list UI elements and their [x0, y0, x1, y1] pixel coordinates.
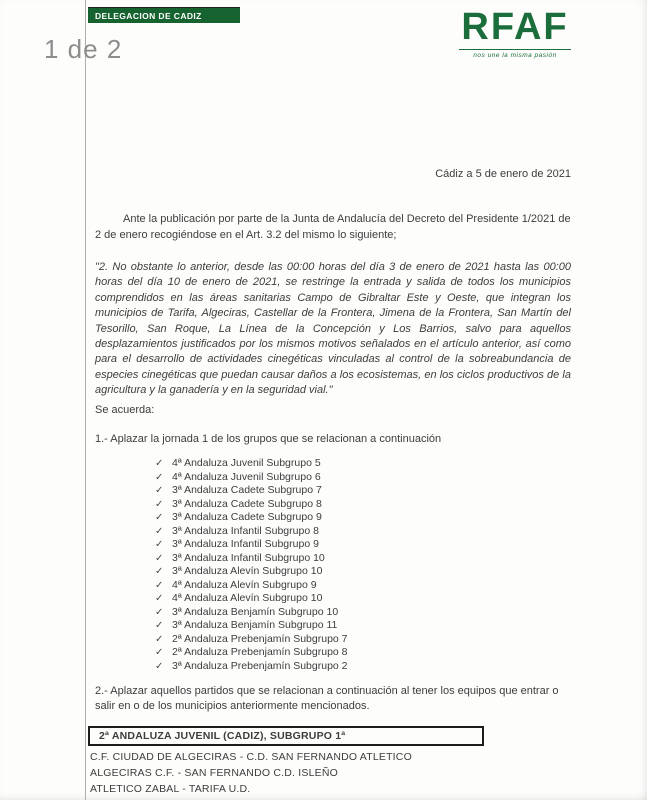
- list-item: [155, 525, 348, 539]
- group-label: 4ª Andaluza Alevín Subgrupo 10: [172, 592, 323, 604]
- check-icon: ✓: [155, 579, 164, 591]
- group-label: 3ª Andaluza Infantil Subgrupo 8: [172, 524, 319, 537]
- postponed-groups-list: [155, 457, 348, 673]
- list-item: [155, 579, 348, 593]
- postponed-matches-list: [90, 749, 570, 797]
- page-number-indicator: 1 de 2: [44, 34, 123, 64]
- check-icon: ✓: [155, 566, 164, 577]
- group-label: 2ª Andaluza Prebenjamín Subgrupo 7: [172, 632, 348, 645]
- list-item: [155, 457, 348, 471]
- check-icon: ✓: [155, 498, 164, 510]
- list-item: [155, 660, 348, 674]
- group-label: 3ª Andaluza Infantil Subgrupo 9: [172, 538, 319, 550]
- list-item: [155, 498, 348, 512]
- matches-group-header: 2ª ANDALUZA JUVENIL (CADIZ), SUBGRUPO 1ª: [88, 726, 484, 746]
- point-1-text: 1.- Aplazar la jornada 1 de los grupos que se relacionan a continuación: [95, 433, 442, 445]
- list-item: [155, 633, 348, 647]
- list-item: [155, 538, 348, 552]
- list-item: [155, 646, 348, 660]
- group-label: 3ª Andaluza Infantil Subgrupo 10: [172, 551, 325, 564]
- check-icon: ✓: [155, 593, 164, 604]
- rfaf-logo: [455, 8, 575, 59]
- point-2-text: 2.- Aplazar aquellos partidos que se relacionan a continuación al tener los equipos que entrar o salir en o de los municipios anteriormente mencionados.: [95, 685, 559, 712]
- delegation-header: DELEGACION DE CADIZ: [88, 7, 240, 23]
- list-item: [155, 619, 348, 633]
- check-icon: ✓: [155, 633, 164, 645]
- match-row: C.F. CIUDAD DE ALGECIRAS - C.D. SAN FERNANDO ATLETICO: [90, 751, 412, 763]
- group-label: 3ª Andaluza Alevín Subgrupo 10: [172, 565, 323, 577]
- list-item: [155, 552, 348, 566]
- agreement-label: Se acuerda:: [95, 404, 155, 416]
- list-item: [155, 606, 348, 620]
- match-row: ATLETICO ZABAL - TARIFA U.D.: [90, 783, 251, 795]
- group-label: 3ª Andaluza Cadete Subgrupo 7: [172, 484, 322, 496]
- date-line: Cádiz a 5 de enero de 2021: [435, 168, 571, 180]
- check-icon: ✓: [155, 647, 164, 658]
- check-icon: ✓: [155, 539, 164, 550]
- check-icon: ✓: [155, 620, 164, 631]
- list-item: [155, 484, 348, 498]
- check-icon: ✓: [155, 485, 164, 496]
- check-icon: ✓: [155, 660, 164, 672]
- list-item: [155, 511, 348, 525]
- group-label: 4ª Andaluza Alevín Subgrupo 9: [172, 578, 317, 591]
- group-label: 3ª Andaluza Prebenjamín Subgrupo 2: [172, 659, 348, 672]
- group-label: 3ª Andaluza Cadete Subgrupo 9: [172, 511, 322, 523]
- check-icon: ✓: [155, 525, 164, 537]
- check-icon: ✓: [155, 606, 164, 618]
- check-icon: ✓: [155, 471, 164, 483]
- decree-quote-paragraph: "2. No obstante lo anterior, desde las 00:00 horas del día 3 de enero de 2021 hasta las 00:00 horas del día 10 de enero de 2021, se restringe la entrada y salida de todos los municipios comprendidos en las áreas sanitarias Campo de Gibraltar Este y Oeste, que integran los municipios de Tarifa, Algeciras, Castellar de la Frontera, Jimena de la Frontera, San Martín del Tesorillo, San Roque, La Línea de la Concepción y Los Barrios, salvo para aquellos desplazamientos justificados por los mismos motivos señalados en el artículo anterior, así como para el desarrollo de actividades cinegéticas vinculadas al control de la sobreabundancia de especies cinegéticas que puedan causar daños a los ecosistemas, en los ciclos productivos de la agricultura y la ganadería y en la seguridad vial.": [95, 261, 571, 397]
- group-label: 3ª Andaluza Benjamín Subgrupo 10: [172, 605, 339, 618]
- rfaf-logo-text: RFAF: [461, 6, 569, 48]
- match-row: ALGECIRAS C.F. - SAN FERNANDO C.D. ISLEÑO: [90, 767, 338, 779]
- scan-artifact-line: [85, 0, 86, 800]
- intro-paragraph: Ante la publicación por parte de la Junta de Andalucía del Decreto del Presidente 1/2021 de 2 de enero recogiéndose en el Art. 3.2 del mismo lo siguiente;: [95, 213, 571, 241]
- check-icon: ✓: [155, 512, 164, 523]
- list-item: [155, 471, 348, 485]
- group-label: 4ª Andaluza Juvenil Subgrupo 5: [172, 457, 321, 469]
- group-label: 2ª Andaluza Prebenjamín Subgrupo 8: [172, 646, 348, 658]
- logo-divider: [459, 49, 571, 50]
- check-icon: ✓: [155, 458, 164, 469]
- group-label: 3ª Andaluza Benjamín Subgrupo 11: [172, 619, 338, 631]
- list-item: [155, 565, 348, 579]
- list-item: [155, 592, 348, 606]
- check-icon: ✓: [155, 552, 164, 564]
- group-label: 4ª Andaluza Juvenil Subgrupo 6: [172, 470, 321, 483]
- rfaf-logo-tagline: nos une la misma pasión: [473, 52, 557, 59]
- group-label: 3ª Andaluza Cadete Subgrupo 8: [172, 497, 322, 510]
